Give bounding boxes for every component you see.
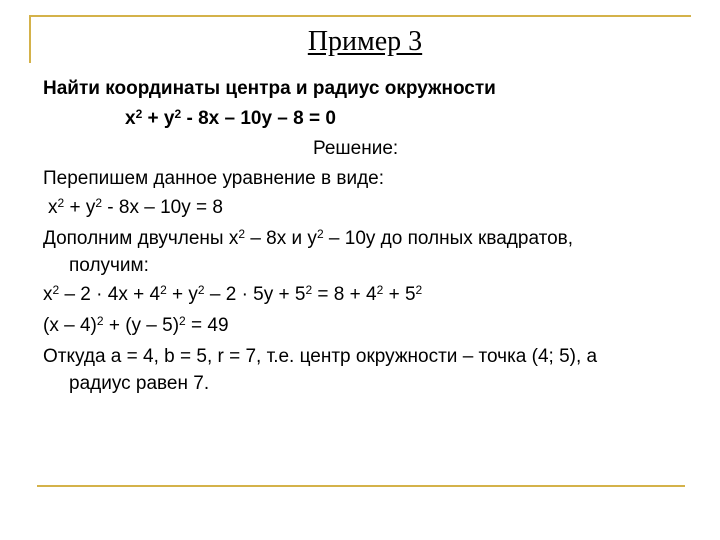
equation-3: (x – 4)$^2$ + (y – 5)$^2$ = 49 [43,314,229,336]
complete-squares-line-2: получим: [69,255,149,276]
solution-label: Решение: [313,138,399,159]
frame-top-line [29,15,691,17]
rewrite-line: Перепишем данное уравнение в виде: [43,168,384,189]
task-equation: $x^2 + y^2 - 8x - 10y - 8 = 0$ [125,107,336,129]
frame-bottom-line [37,485,685,487]
equation-1: $x^2 + y^2 - 8x - 10y = 8$ [48,196,223,218]
conclusion-line-1: Откуда a = 4, b = 5, r = 7, т.е. центр окружности – точка (4; 5), а [43,346,598,367]
slide-title [0,26,720,58]
task-statement: Найти координаты центра и радиус окружности [43,78,496,99]
equation-2: $x^2 - 2 \cdot 4x + 4^2 + y^2 - 2 \cdot 5y + 5^2 = 8 + 4^2 + 5^2$ [43,283,423,305]
conclusion-line-2: радиус равен 7. [69,373,210,394]
slide-title-text: Пример 3 [307,26,423,57]
complete-squares-line-1: Дополним двучлены $x^2 - 8x$ и $y^2 - 10y$ до полных квадратов, [43,227,574,249]
